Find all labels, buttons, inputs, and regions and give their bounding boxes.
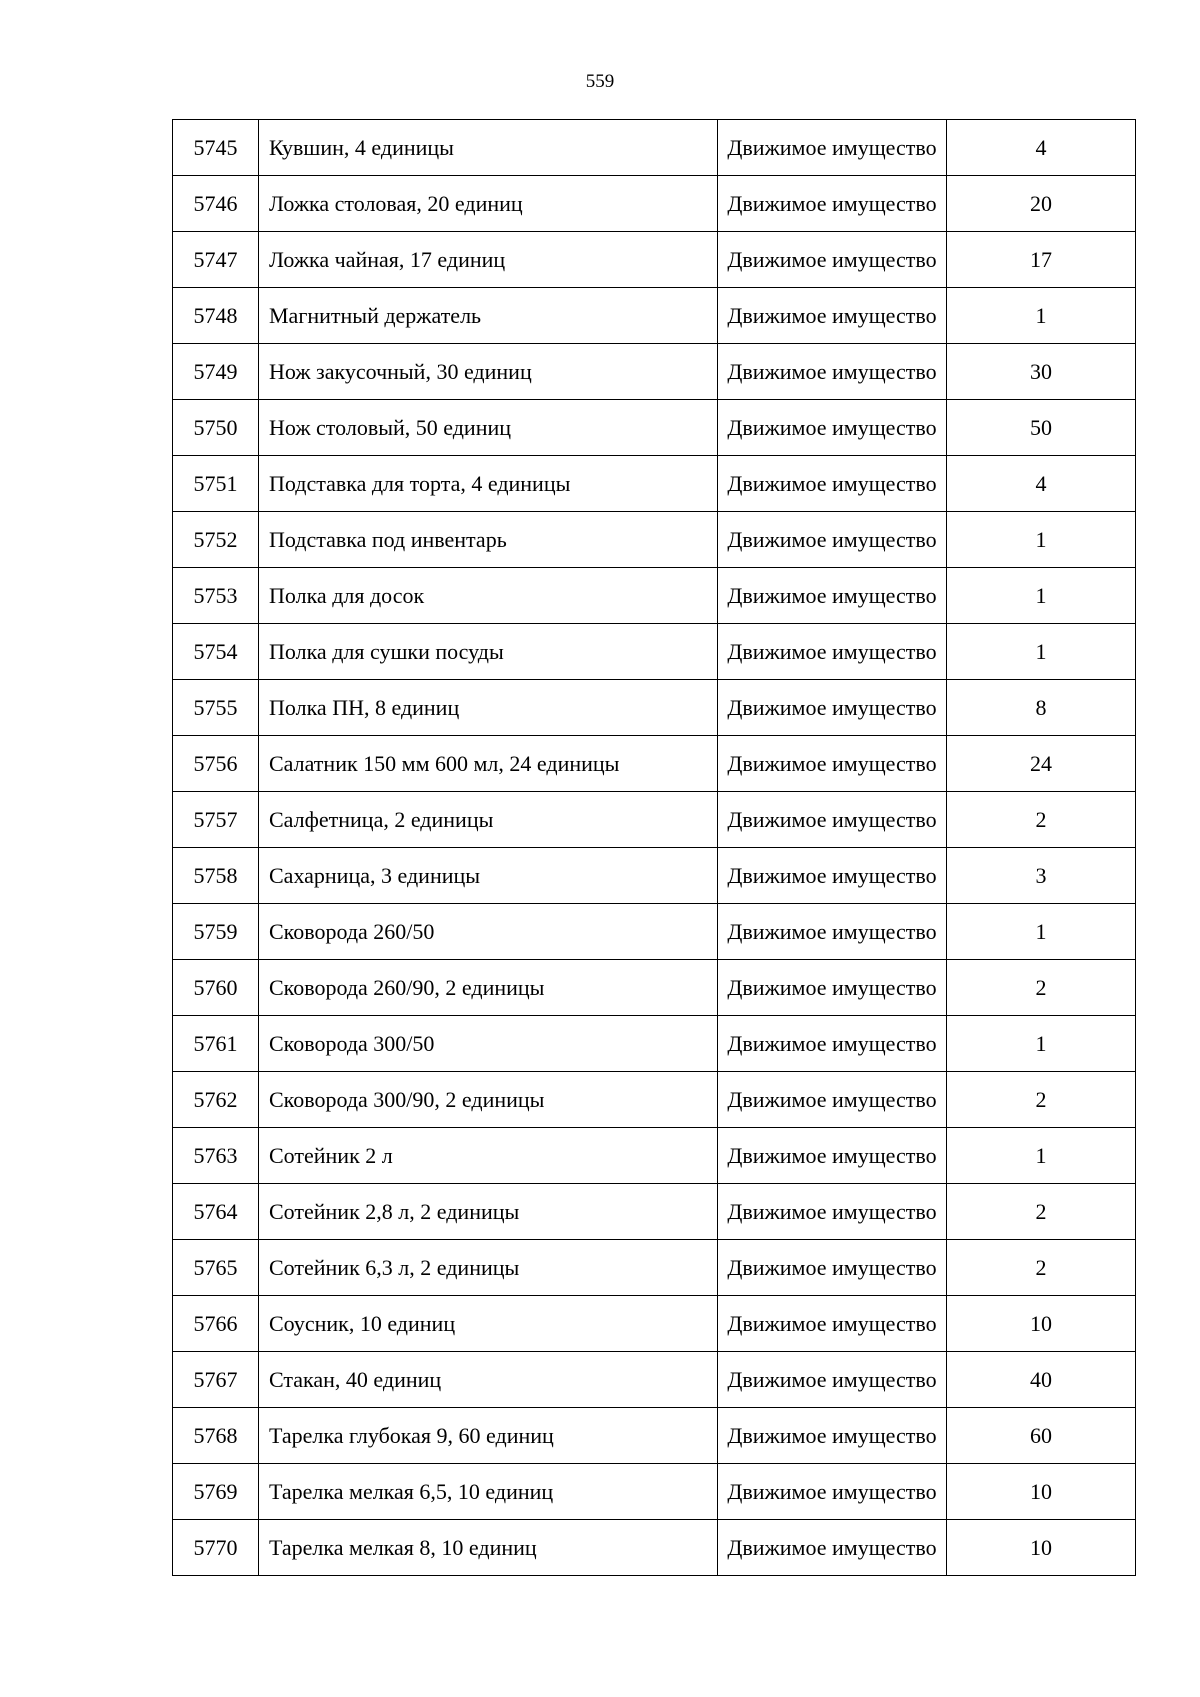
table-row bbox=[173, 1016, 1136, 1072]
row-number-cell: 5756 bbox=[173, 736, 259, 792]
row-number-cell: 5753 bbox=[173, 568, 259, 624]
quantity-cell: 2 bbox=[947, 960, 1136, 1016]
table-row bbox=[173, 1240, 1136, 1296]
item-name-cell: Тарелка мелкая 8, 10 единиц bbox=[259, 1520, 718, 1576]
table-row bbox=[173, 736, 1136, 792]
property-type-cell: Движимое имущество bbox=[718, 344, 947, 400]
item-name-cell: Подставка для торта, 4 единицы bbox=[259, 456, 718, 512]
table-row bbox=[173, 120, 1136, 176]
quantity-cell: 1 bbox=[947, 568, 1136, 624]
property-table bbox=[172, 119, 1136, 1576]
item-name-cell: Сотейник 2,8 л, 2 единицы bbox=[259, 1184, 718, 1240]
quantity-cell: 2 bbox=[947, 792, 1136, 848]
property-type-cell: Движимое имущество bbox=[718, 1408, 947, 1464]
property-type-cell: Движимое имущество bbox=[718, 400, 947, 456]
property-type-cell: Движимое имущество bbox=[718, 232, 947, 288]
property-type-cell: Движимое имущество bbox=[718, 176, 947, 232]
row-number-cell: 5759 bbox=[173, 904, 259, 960]
page-number: 559 bbox=[585, 71, 615, 92]
row-number-cell: 5747 bbox=[173, 232, 259, 288]
row-number-cell: 5754 bbox=[173, 624, 259, 680]
property-type-cell: Движимое имущество bbox=[718, 848, 947, 904]
row-number-cell: 5763 bbox=[173, 1128, 259, 1184]
item-name-cell: Сковорода 300/90, 2 единицы bbox=[259, 1072, 718, 1128]
table-row bbox=[173, 904, 1136, 960]
item-name-cell: Сотейник 2 л bbox=[259, 1128, 718, 1184]
property-type-cell: Движимое имущество bbox=[718, 960, 947, 1016]
quantity-cell: 1 bbox=[947, 1016, 1136, 1072]
row-number-cell: 5767 bbox=[173, 1352, 259, 1408]
quantity-cell: 2 bbox=[947, 1184, 1136, 1240]
quantity-cell: 40 bbox=[947, 1352, 1136, 1408]
table-row bbox=[173, 960, 1136, 1016]
table-row bbox=[173, 1296, 1136, 1352]
table-row bbox=[173, 1184, 1136, 1240]
table-row bbox=[173, 1128, 1136, 1184]
table-row bbox=[173, 176, 1136, 232]
quantity-cell: 1 bbox=[947, 904, 1136, 960]
quantity-cell: 17 bbox=[947, 232, 1136, 288]
item-name-cell: Соусник, 10 единиц bbox=[259, 1296, 718, 1352]
property-type-cell: Движимое имущество bbox=[718, 512, 947, 568]
row-number-cell: 5757 bbox=[173, 792, 259, 848]
item-name-cell: Ложка столовая, 20 единиц bbox=[259, 176, 718, 232]
item-name-cell: Нож закусочный, 30 единиц bbox=[259, 344, 718, 400]
row-number-cell: 5765 bbox=[173, 1240, 259, 1296]
row-number-cell: 5751 bbox=[173, 456, 259, 512]
row-number-cell: 5745 bbox=[173, 120, 259, 176]
quantity-cell: 10 bbox=[947, 1464, 1136, 1520]
quantity-cell: 2 bbox=[947, 1072, 1136, 1128]
property-type-cell: Движимое имущество bbox=[718, 736, 947, 792]
table-row bbox=[173, 1352, 1136, 1408]
quantity-cell: 1 bbox=[947, 512, 1136, 568]
item-name-cell: Ложка чайная, 17 единиц bbox=[259, 232, 718, 288]
row-number-cell: 5749 bbox=[173, 344, 259, 400]
table-row bbox=[173, 232, 1136, 288]
item-name-cell: Полка ПН, 8 единиц bbox=[259, 680, 718, 736]
property-type-cell: Движимое имущество bbox=[718, 1520, 947, 1576]
table-row bbox=[173, 400, 1136, 456]
row-number-cell: 5769 bbox=[173, 1464, 259, 1520]
row-number-cell: 5748 bbox=[173, 288, 259, 344]
property-type-cell: Движимое имущество bbox=[718, 1128, 947, 1184]
item-name-cell: Салфетница, 2 единицы bbox=[259, 792, 718, 848]
quantity-cell: 50 bbox=[947, 400, 1136, 456]
item-name-cell: Сковорода 300/50 bbox=[259, 1016, 718, 1072]
property-type-cell: Движимое имущество bbox=[718, 904, 947, 960]
property-type-cell: Движимое имущество bbox=[718, 1352, 947, 1408]
item-name-cell: Полка для досок bbox=[259, 568, 718, 624]
property-type-cell: Движимое имущество bbox=[718, 1240, 947, 1296]
row-number-cell: 5770 bbox=[173, 1520, 259, 1576]
quantity-cell: 4 bbox=[947, 456, 1136, 512]
quantity-cell: 2 bbox=[947, 1240, 1136, 1296]
quantity-cell: 20 bbox=[947, 176, 1136, 232]
table-row bbox=[173, 288, 1136, 344]
table-row bbox=[173, 344, 1136, 400]
quantity-cell: 1 bbox=[947, 624, 1136, 680]
property-type-cell: Движимое имущество bbox=[718, 624, 947, 680]
table-row bbox=[173, 848, 1136, 904]
item-name-cell: Нож столовый, 50 единиц bbox=[259, 400, 718, 456]
table-row bbox=[173, 624, 1136, 680]
property-type-cell: Движимое имущество bbox=[718, 680, 947, 736]
row-number-cell: 5746 bbox=[173, 176, 259, 232]
property-type-cell: Движимое имущество bbox=[718, 1464, 947, 1520]
property-type-cell: Движимое имущество bbox=[718, 1072, 947, 1128]
quantity-cell: 1 bbox=[947, 288, 1136, 344]
row-number-cell: 5761 bbox=[173, 1016, 259, 1072]
item-name-cell: Сковорода 260/50 bbox=[259, 904, 718, 960]
table-row bbox=[173, 568, 1136, 624]
property-table-body bbox=[173, 120, 1136, 1576]
item-name-cell: Кувшин, 4 единицы bbox=[259, 120, 718, 176]
quantity-cell: 30 bbox=[947, 344, 1136, 400]
item-name-cell: Сковорода 260/90, 2 единицы bbox=[259, 960, 718, 1016]
row-number-cell: 5750 bbox=[173, 400, 259, 456]
item-name-cell: Магнитный держатель bbox=[259, 288, 718, 344]
quantity-cell: 10 bbox=[947, 1296, 1136, 1352]
property-type-cell: Движимое имущество bbox=[718, 456, 947, 512]
quantity-cell: 1 bbox=[947, 1128, 1136, 1184]
table-row bbox=[173, 680, 1136, 736]
quantity-cell: 24 bbox=[947, 736, 1136, 792]
row-number-cell: 5752 bbox=[173, 512, 259, 568]
item-name-cell: Салатник 150 мм 600 мл, 24 единицы bbox=[259, 736, 718, 792]
row-number-cell: 5758 bbox=[173, 848, 259, 904]
property-type-cell: Движимое имущество bbox=[718, 288, 947, 344]
item-name-cell: Подставка под инвентарь bbox=[259, 512, 718, 568]
item-name-cell: Сахарница, 3 единицы bbox=[259, 848, 718, 904]
row-number-cell: 5762 bbox=[173, 1072, 259, 1128]
row-number-cell: 5755 bbox=[173, 680, 259, 736]
item-name-cell: Стакан, 40 единиц bbox=[259, 1352, 718, 1408]
quantity-cell: 10 bbox=[947, 1520, 1136, 1576]
property-type-cell: Движимое имущество bbox=[718, 120, 947, 176]
row-number-cell: 5768 bbox=[173, 1408, 259, 1464]
table-row bbox=[173, 456, 1136, 512]
table-row bbox=[173, 1520, 1136, 1576]
quantity-cell: 4 bbox=[947, 120, 1136, 176]
item-name-cell: Сотейник 6,3 л, 2 единицы bbox=[259, 1240, 718, 1296]
row-number-cell: 5764 bbox=[173, 1184, 259, 1240]
row-number-cell: 5766 bbox=[173, 1296, 259, 1352]
quantity-cell: 3 bbox=[947, 848, 1136, 904]
property-type-cell: Движимое имущество bbox=[718, 792, 947, 848]
property-type-cell: Движимое имущество bbox=[718, 1016, 947, 1072]
item-name-cell: Полка для сушки посуды bbox=[259, 624, 718, 680]
quantity-cell: 60 bbox=[947, 1408, 1136, 1464]
property-type-cell: Движимое имущество bbox=[718, 1296, 947, 1352]
table-row bbox=[173, 1408, 1136, 1464]
table-row bbox=[173, 792, 1136, 848]
quantity-cell: 8 bbox=[947, 680, 1136, 736]
item-name-cell: Тарелка глубокая 9, 60 единиц bbox=[259, 1408, 718, 1464]
table-row bbox=[173, 512, 1136, 568]
table-row bbox=[173, 1072, 1136, 1128]
item-name-cell: Тарелка мелкая 6,5, 10 единиц bbox=[259, 1464, 718, 1520]
property-type-cell: Движимое имущество bbox=[718, 1184, 947, 1240]
property-type-cell: Движимое имущество bbox=[718, 568, 947, 624]
row-number-cell: 5760 bbox=[173, 960, 259, 1016]
table-row bbox=[173, 1464, 1136, 1520]
